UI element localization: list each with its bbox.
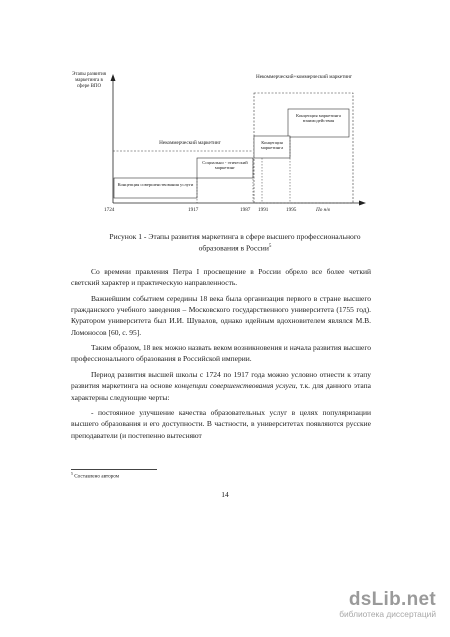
page-number: 14 bbox=[221, 490, 229, 499]
tick-1724: 1724 bbox=[104, 207, 115, 213]
y-axis-arrow bbox=[111, 74, 116, 81]
socioethical-label: Социально - этический маркетинг bbox=[202, 160, 248, 171]
paragraph-1: Со времени правления Петра I просвещение в России обрело все более четкий светский характер и практическую направленность. bbox=[71, 267, 371, 288]
paragraph-4 bbox=[71, 369, 371, 403]
footnote-text: Составлено автором bbox=[74, 473, 120, 480]
improvement-concept-box bbox=[114, 178, 197, 198]
caption-footnote-mark: 5 bbox=[268, 244, 272, 249]
interaction-concept-label: Концепция маркетинга взаимодействия bbox=[296, 113, 341, 124]
figure-caption bbox=[98, 232, 372, 254]
paragraph-3: Таким образом, 18 век можно назвать веком возникновения и начала развития высшего профессионального образования в Российской империи. bbox=[71, 343, 371, 364]
watermark-subtitle: библиотека диссертаций bbox=[339, 609, 436, 619]
marketing-concept-label: Концепция маркетинга bbox=[260, 140, 284, 151]
watermark-logo: dsLib.net bbox=[348, 589, 436, 610]
x-axis-arrow bbox=[359, 201, 366, 206]
paragraph-4-start: Период развития высшей школы с 1724 по 1917 года можно условно отнести к этапу развития маркетинга на основе bbox=[71, 370, 371, 391]
body-text bbox=[71, 266, 371, 445]
tick-1995: 1995 bbox=[286, 207, 297, 213]
marketing-stages-diagram bbox=[0, 0, 450, 225]
paragraph-2: Важнейшим событием середины 18 века была организация первого в стране высшего гражданского учебного заведения – Московского государственного университета (1755 год). Куратором университета был И.И. Шувалов, однако идейным вдохновителем являлся М.В. Ломоносов [60, с. 95]. bbox=[71, 293, 371, 337]
tick-1987: 1987 bbox=[240, 207, 251, 213]
paragraph-4-italic: концепции совершенствования услуги bbox=[174, 381, 296, 391]
tick-present: По н/в bbox=[316, 207, 330, 213]
y-axis-label: Этапы развития маркетинга в сфере ВПО bbox=[72, 72, 106, 89]
footnote-divider bbox=[71, 469, 157, 470]
footnote bbox=[71, 472, 119, 480]
watermark bbox=[318, 589, 436, 619]
noncommercial-label: Некоммерческий маркетинг bbox=[159, 140, 221, 146]
tick-1917: 1917 bbox=[188, 207, 199, 213]
diagram-graphics bbox=[0, 0, 450, 225]
footnote-mark: 5 bbox=[71, 472, 73, 476]
tick-1991: 1991 bbox=[258, 207, 269, 213]
paragraph-4-end: , т.к. для данного этапа характерны следующие черты: bbox=[71, 381, 372, 402]
caption-text: Рисунок 1 - Этапы развития маркетинга в сфере высшего профессионального образования в России bbox=[109, 232, 361, 253]
commercial-region-label: Некоммерческий+коммерческий маркетинг bbox=[255, 74, 353, 80]
improvement-concept-label: Концепция совершенствования услуги bbox=[117, 182, 194, 187]
paragraph-5: - постоянное улучшение качества образовательных услуг в целях популяризации высшего образования и его доступности. В частности, в университетах появляются русские преподаватели (и постепенно вытесняют bbox=[71, 408, 371, 440]
